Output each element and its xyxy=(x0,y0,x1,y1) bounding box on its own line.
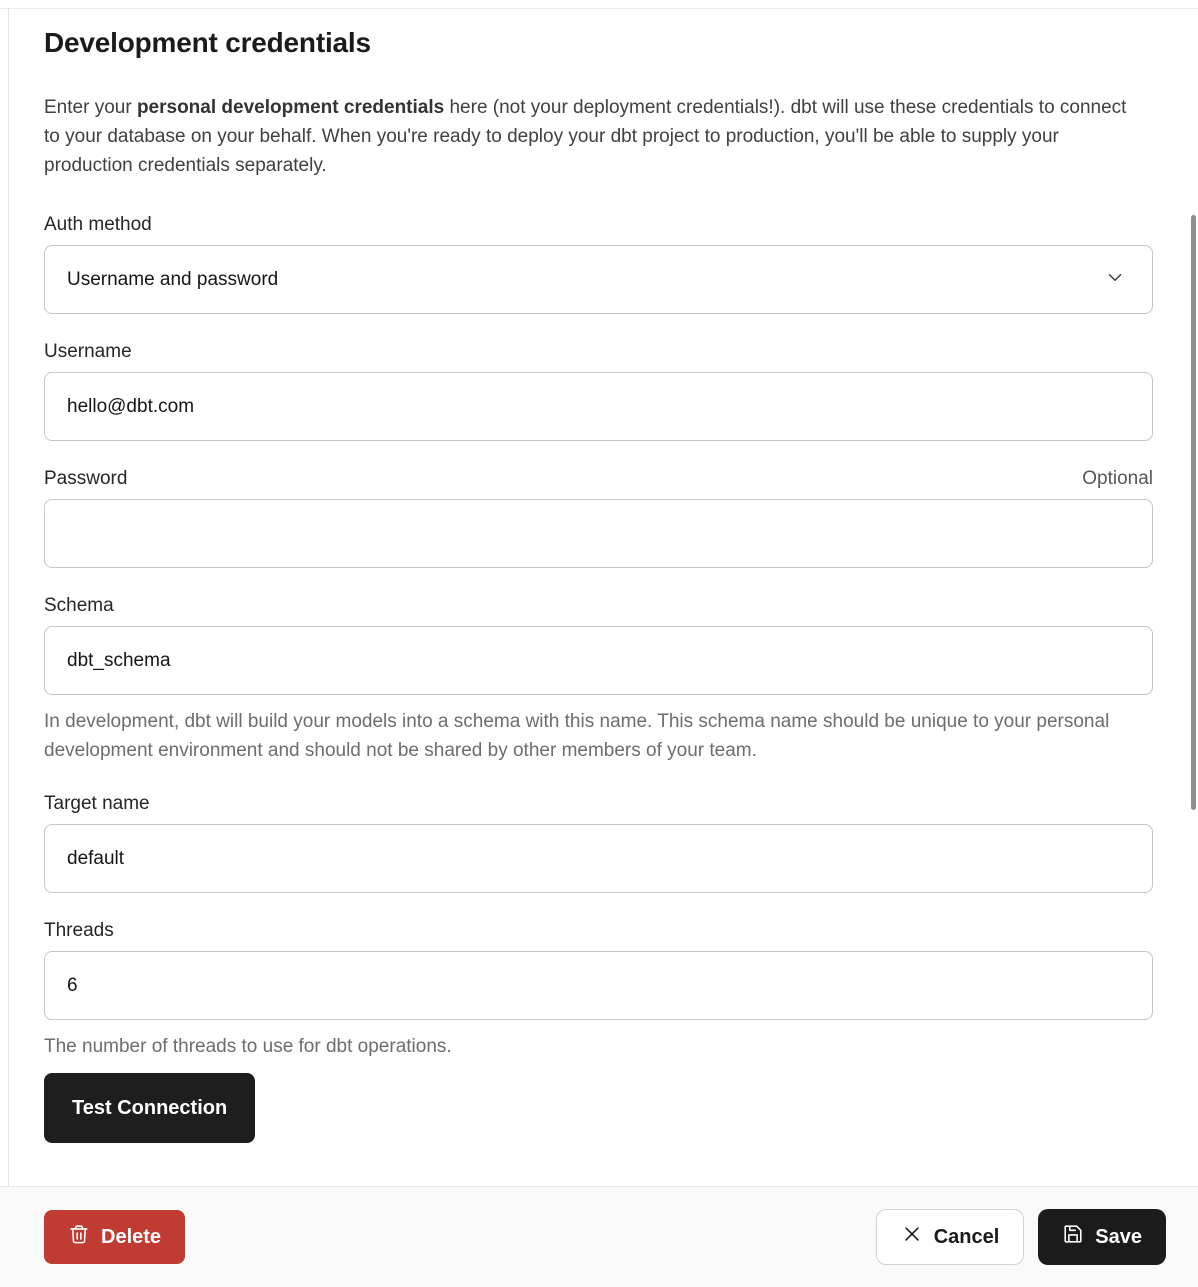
save-icon xyxy=(1062,1223,1084,1251)
trash-icon xyxy=(68,1223,90,1251)
schema-input[interactable] xyxy=(44,626,1153,695)
description-text xyxy=(44,93,1144,180)
auth-method-select[interactable] xyxy=(44,245,1153,314)
threads-label: Threads xyxy=(44,920,114,941)
username-input[interactable] xyxy=(44,372,1153,441)
target-name-input[interactable] xyxy=(44,824,1153,893)
threads-input[interactable] xyxy=(44,951,1153,1020)
footer-action-bar xyxy=(0,1186,1198,1287)
save-button-label: Save xyxy=(1095,1225,1142,1248)
save-button[interactable] xyxy=(1038,1209,1166,1265)
target-name-label: Target name xyxy=(44,793,150,814)
chevron-down-icon xyxy=(1104,266,1126,294)
password-label: Password xyxy=(44,468,128,489)
description-post: here (not your deployment credentials!). dbt will use these credentials to connect to your database on your behalf. When you're ready to deploy your dbt project to production, you'll be able to supply your production credentials separately. xyxy=(44,97,1127,176)
username-label-row xyxy=(44,340,1153,363)
delete-button-label: Delete xyxy=(101,1225,162,1248)
delete-button[interactable] xyxy=(44,1210,185,1264)
schema-label: Schema xyxy=(44,595,114,616)
password-label-row xyxy=(44,467,1153,490)
password-input[interactable] xyxy=(44,499,1153,568)
footer-right-group xyxy=(876,1209,1166,1265)
vertical-scrollbar[interactable] xyxy=(1191,215,1196,810)
threads-label-row xyxy=(44,919,1153,942)
description-bold: personal development credentials xyxy=(136,97,445,118)
auth-method-label-row xyxy=(44,213,1153,236)
test-connection-button[interactable] xyxy=(44,1073,255,1143)
username-label: Username xyxy=(44,341,132,362)
password-optional-tag: Optional xyxy=(1082,468,1153,489)
page-title: Development credentials xyxy=(44,27,371,58)
threads-help-text: The number of threads to use for dbt operations. xyxy=(44,1036,452,1057)
auth-method-selected-value: Username and password xyxy=(67,268,279,290)
schema-help-text: In development, dbt will build your models into a schema with this name. This schema name should be unique to your personal development environment and should not be shared by other members of your team. xyxy=(44,711,1110,761)
target-name-label-row xyxy=(44,792,1153,815)
schema-label-row xyxy=(44,594,1153,617)
description-pre: Enter your xyxy=(44,97,137,118)
cancel-button[interactable] xyxy=(876,1209,1025,1265)
test-connection-label: Test Connection xyxy=(72,1096,228,1119)
cancel-button-label: Cancel xyxy=(933,1225,1000,1248)
development-credentials-panel xyxy=(9,0,1198,1186)
auth-method-label: Auth method xyxy=(44,214,152,235)
close-icon xyxy=(901,1223,923,1251)
